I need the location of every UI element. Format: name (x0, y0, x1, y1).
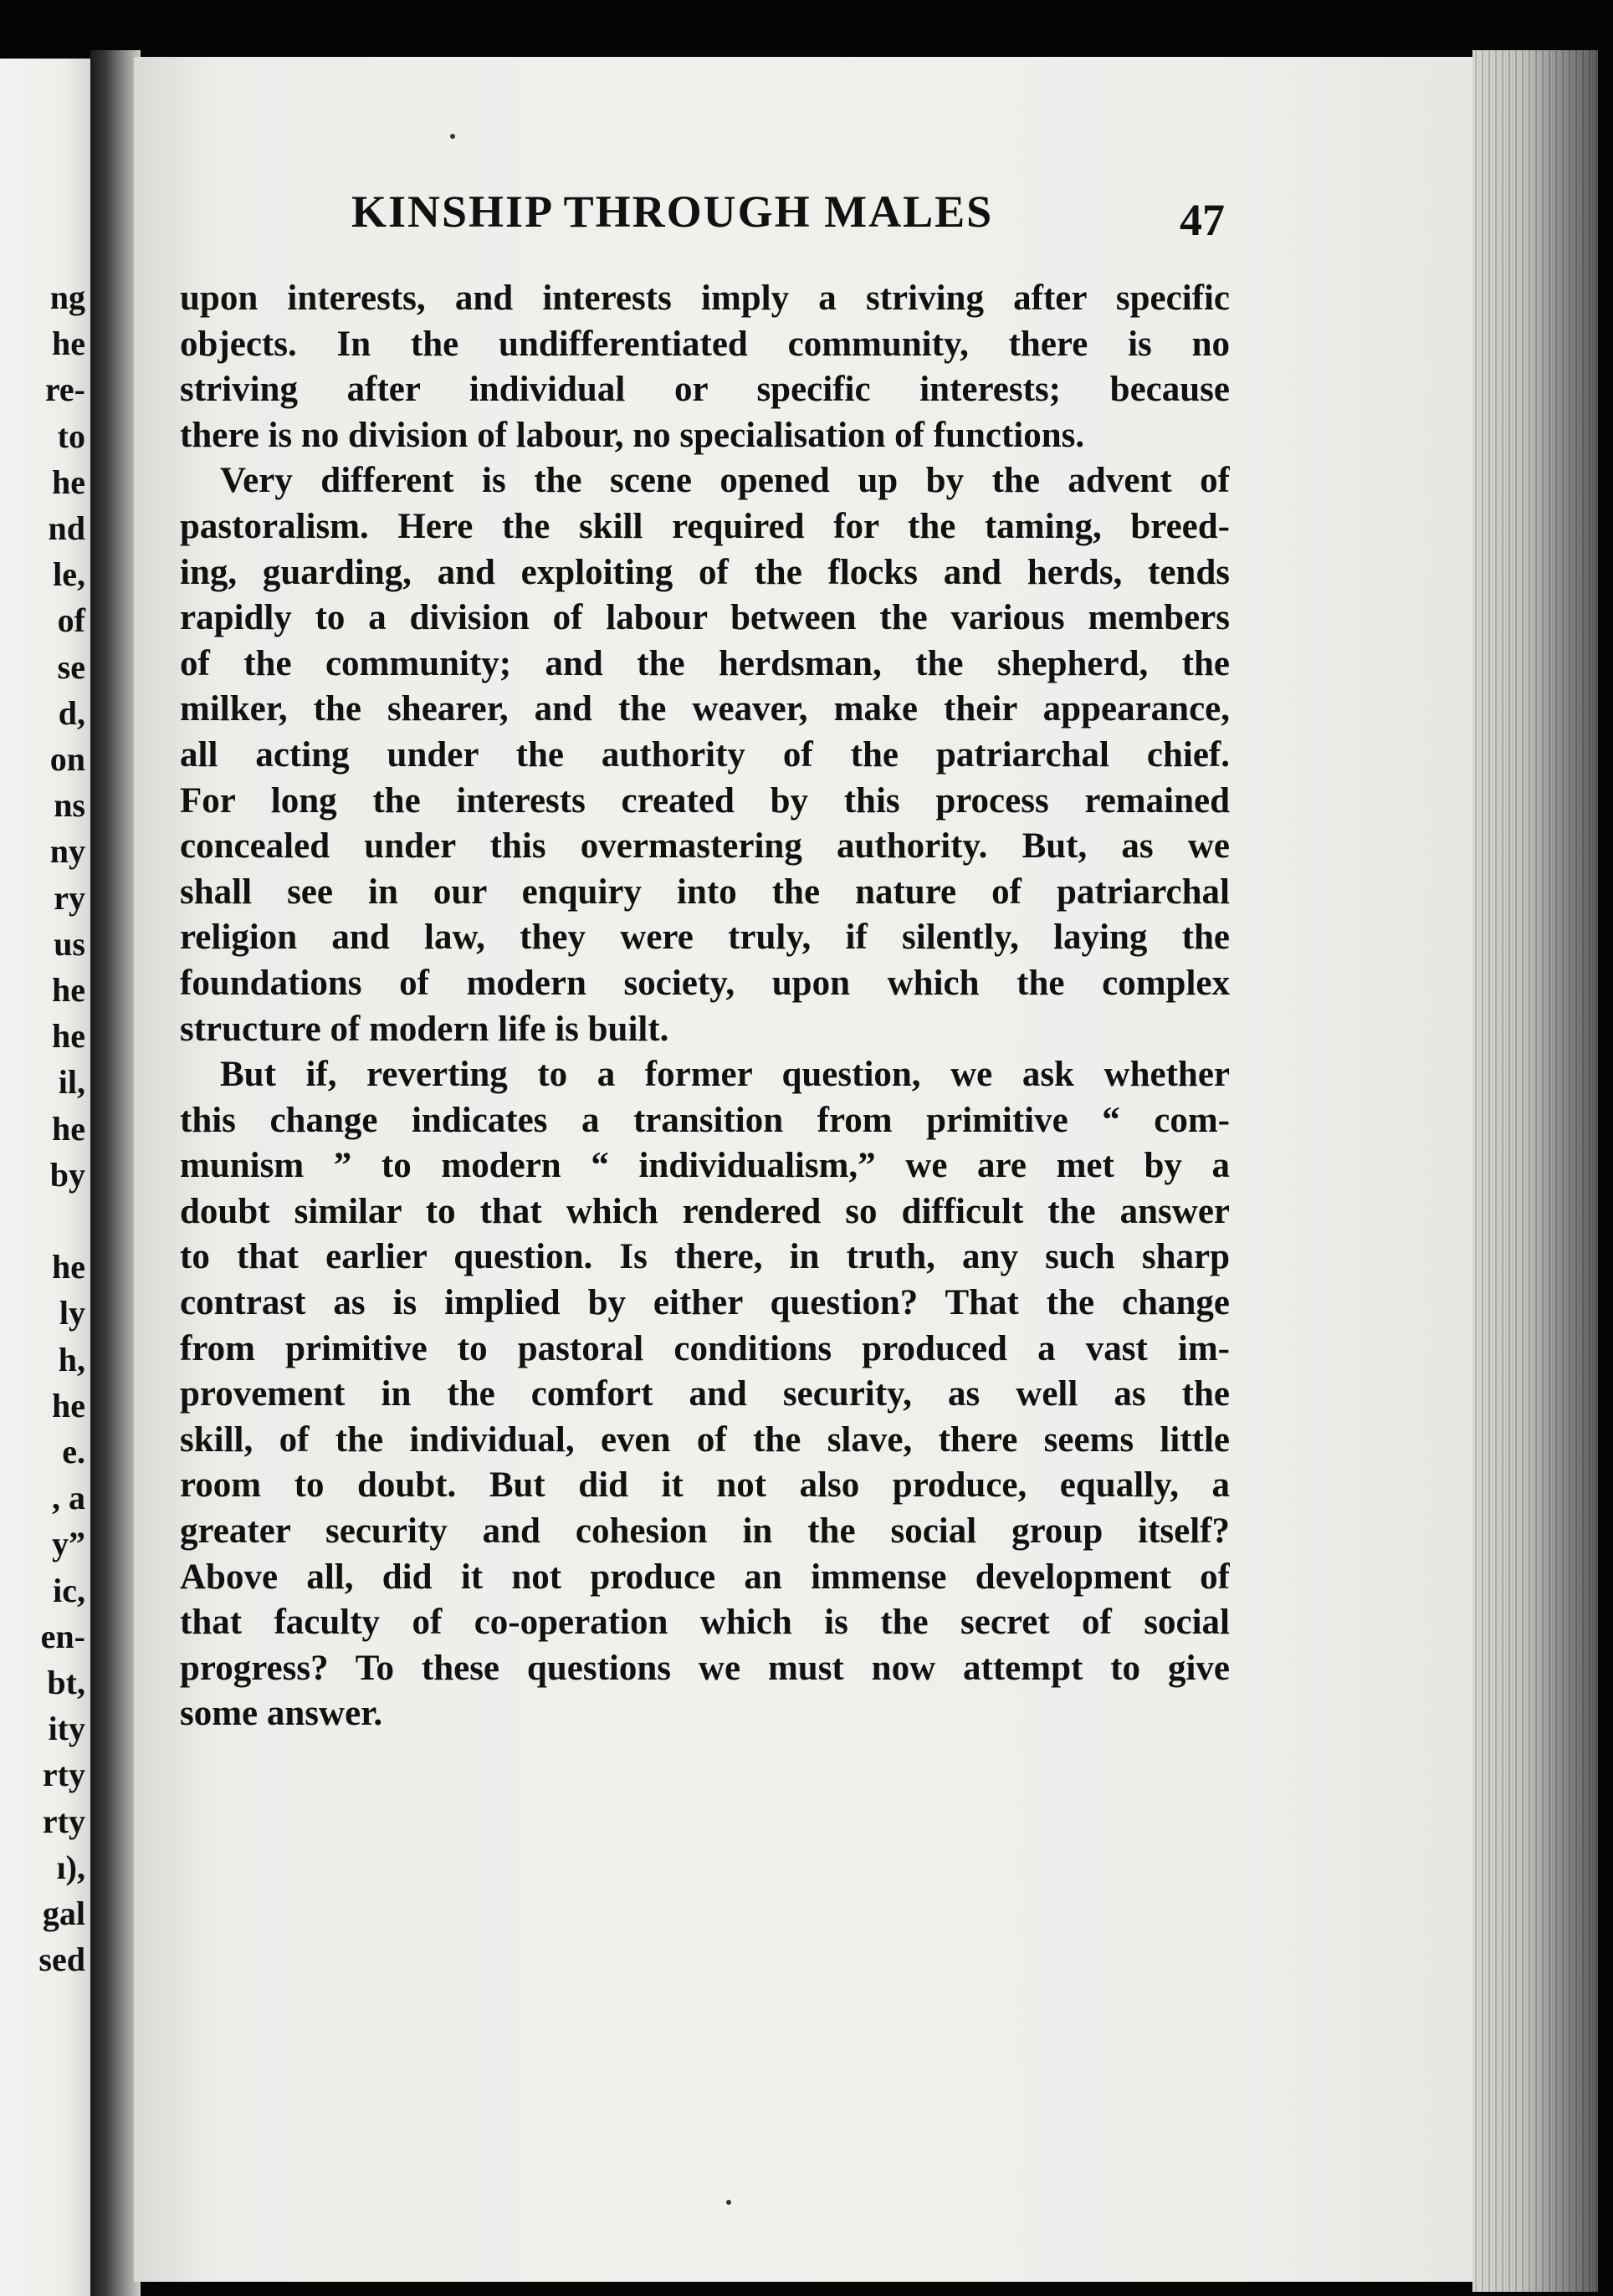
text-line: progress? To these questions we must now attempt to give (180, 1648, 1230, 1688)
text-line: shall see in our enquiry into the nature of patriarchal (180, 872, 1230, 912)
facing-page-fragment: e. (62, 1433, 85, 1470)
text-line: concealed under this overmastering authority. But, as we (180, 826, 1230, 867)
facing-page-fragment: he (52, 1017, 85, 1056)
text-line: foundations of modern society, upon which the complex (180, 963, 1230, 1003)
facing-page-fragment: h, (58, 1340, 85, 1378)
facing-page-fragment: he (52, 325, 85, 363)
facing-page-fragment: he (52, 1109, 85, 1148)
text-line: to that earlier question. Is there, in truth, any such sharp (180, 1237, 1230, 1277)
facing-page-fragment: ly (59, 1294, 85, 1332)
text-line: skill, of the individual, even of the slave, there seems little (180, 1419, 1230, 1460)
text-line: some answer. (180, 1694, 383, 1734)
text-line: there is no division of labour, no specialisation of functions. (180, 415, 1085, 455)
text-line: all acting under the authority of the patriarchal chief. (180, 734, 1230, 775)
book-gutter (90, 50, 141, 2296)
text-line: upon interests, and interests imply a striving after specific (180, 279, 1230, 318)
text-line: For long the interests created by this process remained (180, 780, 1230, 821)
facing-page-fragment: he (52, 463, 85, 501)
facing-page-fragment: rty (42, 1756, 85, 1794)
facing-page-fragment: re- (44, 371, 85, 409)
facing-page-fragment: sed (38, 1941, 85, 1979)
facing-page-fragment: il, (58, 1063, 85, 1102)
text-line: from primitive to pastoral conditions produced a vast im- (180, 1328, 1230, 1368)
facing-page-fragment: d, (58, 693, 85, 732)
facing-page-fragment: se (57, 647, 85, 686)
text-line: that faculty of co-operation which is the secret of social (180, 1603, 1230, 1643)
text-line: doubt similar to that which rendered so difficult the answer (180, 1191, 1230, 1231)
text-line: religion and law, they were truly, if silently, laying the (180, 918, 1230, 958)
text-line: But if, reverting to a former question, we ask whether (220, 1055, 1230, 1095)
text-line: room to doubt. But did it not also produce, equally, a (180, 1465, 1230, 1506)
text-line: of the community; and the herdsman, the shepherd, the (180, 643, 1230, 683)
text-line: provement in the comfort and security, as well as the (180, 1374, 1230, 1414)
facing-page-fragment: nd (48, 509, 85, 547)
facing-page-fragment: le, (53, 555, 85, 594)
text-line: structure of modern life is built. (180, 1009, 669, 1049)
text-line: striving after individual or specific interests; because (180, 370, 1230, 410)
facing-page-fragment: to (57, 417, 85, 455)
facing-page-fragment: ry (54, 878, 85, 917)
page-block-edges (1472, 50, 1598, 2292)
facing-page-fragment: ng (49, 279, 85, 316)
text-line: munism ” to modern “ individualism,” we are met by a (180, 1146, 1230, 1186)
body-text (180, 276, 1230, 1737)
text-line: Very different is the scene opened up by the advent of (220, 461, 1230, 501)
facing-page-fragment: ic, (53, 1571, 85, 1609)
text-line: objects. In the undifferentiated community, there is no (180, 324, 1230, 364)
facing-page-fragment: y” (52, 1525, 85, 1563)
dust-speck (450, 134, 455, 139)
facing-page-fragment: he (52, 1386, 85, 1424)
facing-page-fragment: , a (52, 1479, 85, 1517)
text-line: contrast as is implied by either question? That the change (180, 1283, 1230, 1323)
facing-page-fragment: on (49, 740, 85, 778)
text-line: pastoralism. Here the skill required for the taming, breed- (180, 506, 1230, 546)
dust-speck (726, 2200, 731, 2205)
facing-page-fragment: he (52, 1248, 85, 1286)
facing-page-fragment: bt, (47, 1664, 85, 1701)
facing-page-fragment: he (52, 971, 85, 1009)
facing-page-fragment: by (49, 1155, 85, 1194)
page-number: 47 (1180, 195, 1225, 245)
facing-page-fragment: ity (48, 1710, 85, 1748)
text-line: rapidly to a division of labour between the various members (180, 598, 1230, 638)
facing-page-edge (0, 59, 90, 2296)
text-line: this change indicates a transition from primitive “ com- (180, 1100, 1230, 1140)
text-line: greater security and cohesion in the social group itself? (180, 1511, 1230, 1552)
facing-page-fragment: ns (54, 786, 85, 825)
facing-page-fragment: us (54, 924, 85, 963)
text-line: ing, guarding, and exploiting of the flocks and herds, tends (180, 552, 1230, 592)
text-line: Above all, did it not produce an immense development of (180, 1557, 1230, 1597)
facing-page-fragment: of (57, 601, 85, 640)
running-head: KINSHIP THROUGH MALES (351, 187, 994, 237)
text-line: milker, the shearer, and the weaver, make their appearance, (180, 689, 1230, 729)
facing-page-fragment: ı), (56, 1848, 85, 1886)
facing-page-fragment: ny (49, 832, 85, 871)
facing-page-fragment: rty (42, 1802, 85, 1840)
facing-page-fragment: gal (42, 1895, 85, 1932)
facing-page-fragment: en- (40, 1617, 85, 1655)
